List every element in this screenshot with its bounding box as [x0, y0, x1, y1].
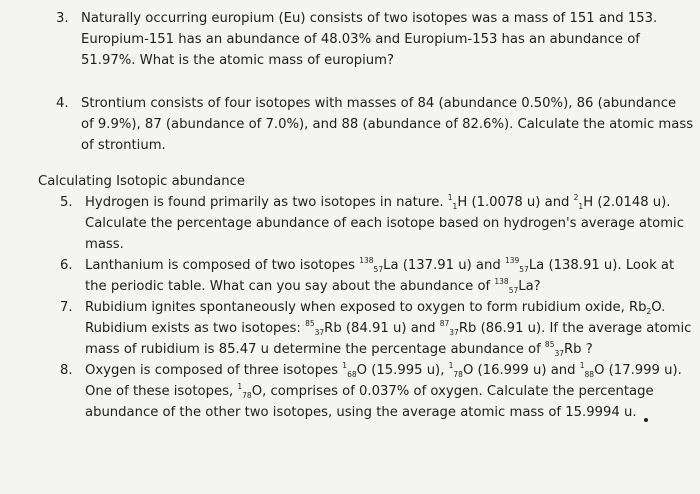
isotope-mass-number: 85 [305, 319, 315, 328]
question-text-line: abundance of the other two isotopes, using the average atomic mass of 15.9994 u. [85, 405, 637, 420]
isotope-mass-number: 1 [342, 361, 348, 370]
subscript: 2 [646, 306, 652, 316]
question-text-line: Hydrogen is found primarily as two isotopes in nature. $^1_1$H (1.0078 u) and $^2_1$H (2.0148 u). [85, 193, 671, 211]
isotope-mass-number: 87 [439, 319, 450, 328]
question-number: 3. [56, 11, 69, 26]
question-number: 7. [60, 300, 73, 315]
question-text-line: Strontium consists of four isotopes with masses of 84 (abundance 0.50%), 86 (abundance [81, 96, 677, 111]
section-heading: Calculating Isotopic abundance [38, 174, 245, 189]
question-text-line: Europium-151 has an abundance of 48.03% and Europium-153 has an abundance of [81, 32, 640, 47]
question-text-line: mass. [85, 237, 124, 252]
question-text-line: of 9.9%), 87 (abundance of 7.0%), and 88 (abundance of 82.6%). Calculate the atomic mass [81, 117, 694, 132]
question-text-line: the periodic table. What can you say about the abundance of $^{138}_{57}$La? [85, 277, 541, 295]
question-text-line: of strontium. [81, 138, 166, 153]
isotope-atomic-number: 57 [373, 264, 384, 274]
question-text-line: Rubidium ignites spontaneously when exposed to oxygen to form rubidium oxide, $Rb_2O$. [85, 300, 666, 316]
isotope-atomic-number: 68 [347, 369, 357, 379]
question-number: 6. [60, 258, 73, 273]
isotope-mass-number: 1 [237, 382, 243, 391]
isotope-atomic-number: 37 [314, 327, 325, 337]
question-text-line: One of these isotopes, $^1_{78}$O, comprises of 0.037% of oxygen. Calculate the percentage [85, 382, 654, 400]
question-text-line: Rubidium exists as two isotopes: $^{85}_{37}$Rb (84.91 u) and $^{87}_{37}$Rb (86.91 u). If the average atomic [85, 319, 692, 337]
question-number: 8. [60, 363, 73, 378]
isotope-atomic-number: 57 [508, 285, 519, 295]
isotope-mass-number: 139 [504, 256, 520, 265]
question-text-line: Lanthanium is composed of two isotopes $^{138}_{57}$La (137.91 u) and $^{139}_{57}$La (138.91 u). Look at [85, 256, 675, 274]
isotope-mass-number: 138 [359, 256, 374, 265]
isotope-atomic-number: 78 [242, 390, 252, 400]
question-number: 5. [60, 195, 73, 210]
isotope-mass-number: 1 [447, 193, 453, 202]
isotope-mass-number: 85 [544, 340, 555, 349]
question-text-line: 51.97%. What is the atomic mass of europium? [81, 53, 395, 68]
isotope-atomic-number: 78 [453, 369, 463, 379]
isotope-mass-number: 2 [573, 193, 579, 202]
question-text-line: mass of rubidium is 85.47 u determine the percentage abundance of $^{85}_{37}$Rb ? [85, 340, 593, 358]
isotope-mass-number: 1 [448, 361, 454, 370]
isotope-atomic-number: 37 [554, 348, 565, 358]
isotope-atomic-number: 1 [578, 201, 584, 211]
isotope-atomic-number: 37 [449, 327, 459, 337]
isotope-mass-number: 1 [579, 361, 585, 370]
question-text-line: Naturally occurring europium (Eu) consists of two isotopes was a mass of 151 and 153. [81, 11, 658, 26]
isotope-atomic-number: 88 [584, 369, 595, 379]
isotope-atomic-number: 1 [452, 201, 458, 211]
question-number: 4. [56, 96, 69, 111]
isotope-atomic-number: 57 [519, 264, 529, 274]
question-text-line: Oxygen is composed of three isotopes $^1_{68}$O (15.995 u), $^1_{78}$O (16.999 u) and $^1_{88}$O (17.999 u). [85, 361, 682, 379]
stray-dot [644, 418, 648, 422]
isotope-mass-number: 138 [494, 277, 509, 286]
question-text-line: Calculate the percentage abundance of each isotope based on hydrogen's average atomic [85, 216, 684, 231]
